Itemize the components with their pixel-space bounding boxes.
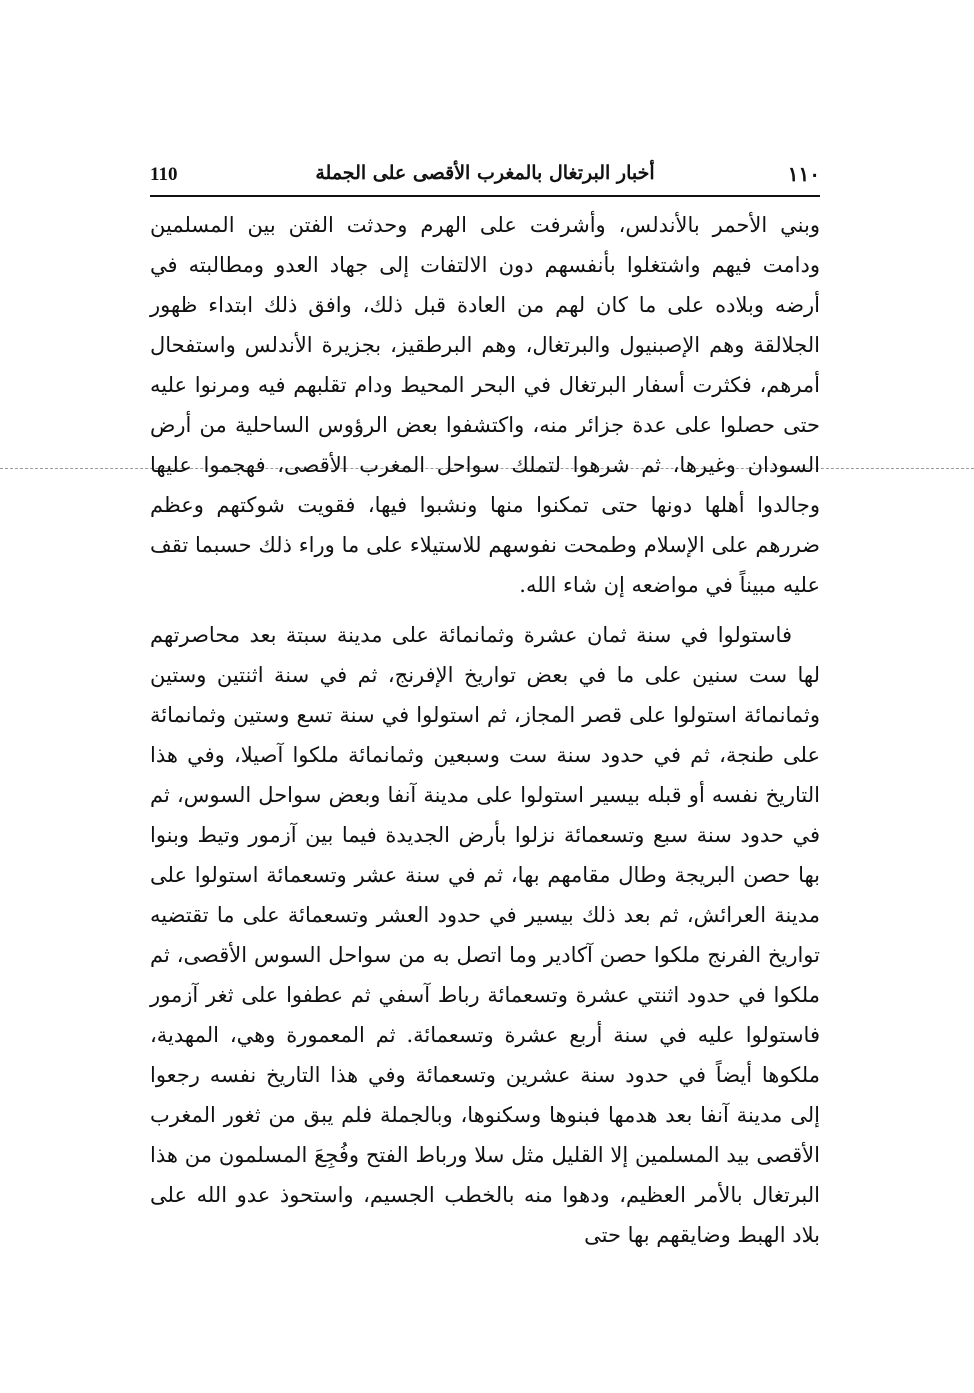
paragraph-1: وبني الأحمر بالأندلس، وأشرفت على الهرم وحدثت الفتن بين المسلمين ودامت فيهم واشتغلوا بأنفسهم دون الالتفات إلى جهاد العدو ومطالبته في أرضه وبلاده على ما كان لهم من العادة قبل ذلك، وافق ذلك ابتداء ظهور الجلالقة وهم الإصبنيول والبرتغال، وهم البرطقيز، بجزيرة الأندلس واستفحال أمرهم، فكثرت أسفار البرتغال في البحر المحيط ودام تقلبهم فيه ومرنوا عليه حتى حصلوا على عدة جزائر منه، واكتشفوا بعض الرؤوس الساحلية من أرض السودان وغيرها، ثم شرهوا لتملك سواحل المغرب الأقصى، فهجموا عليها وجالدوا أهلها دونها حتى تمكنوا منها ونشبوا فيها، فقويت شوكتهم وعظم ضررهم على الإسلام وطمحت نفوسهم للاستيلاء على ما وراء ذلك حسبما تقف عليه مبيناً في مواضعه إن شاء الله.: [150, 213, 820, 597]
body-text: [150, 205, 820, 1255]
page-number-latin: 110: [150, 164, 178, 185]
paragraph-2: فاستولوا في سنة ثمان عشرة وثمانمائة على مدينة سبتة بعد محاصرتهم لها ست سنين على ما في بعض تواريخ الإفرنج، ثم في سنة اثنتين وستين وثمانمائة استولوا على قصر المجاز، ثم استولوا في سنة تسع وستين وثمانمائة على طنجة، ثم في حدود سنة ست وسبعين وثمانمائة ملكوا آصيلا، وفي هذا التاريخ نفسه أو قبله بيسير استولوا على مدينة آنفا وبعض سواحل السوس، ثم في حدود سنة سبع وتسعمائة نزلوا بأرض الجديدة فيما بين آزمور وتيط وبنوا بها حصن البريجة وطال مقامهم بها، ثم في سنة عشر وتسعمائة استولوا على مدينة العرائش، ثم بعد ذلك بيسير في حدود العشر وتسعمائة على ما تقتضيه تواريخ الفرنج ملكوا حصن آكادير وما اتصل به من سواحل السوس الأقصى، ثم ملكوا في حدود اثنتي عشرة وتسعمائة رباط آسفي ثم عطفوا على ثغر آزمور فاستولوا عليه في سنة أربع عشرة وتسعمائة. ثم المعمورة وهي، المهدية، ملكوها أيضاً في حدود سنة عشرين وتسعمائة وفي هذا التاريخ نفسه رجعوا إلى مدينة آنفا بعد هدمها فبنوها وسكنوها، وبالجملة فلم يبق من ثغور المغرب الأقصى بيد المسلمين إلا القليل مثل سلا ورباط الفتح وفُجِعَ المسلمون من هذا البرتغال بالأمر العظيم، ودهوا منه بالخطب الجسيم، واستحوذ عدو الله على بلاد الهبط وضايقهم بها حتى: [150, 623, 820, 1247]
running-title: أخبار البرتغال بالمغرب الأقصى على الجملة: [315, 162, 655, 184]
page-number-arabic: ١١٠: [787, 162, 820, 186]
running-header: [150, 160, 820, 196]
header-rule: [150, 195, 820, 197]
